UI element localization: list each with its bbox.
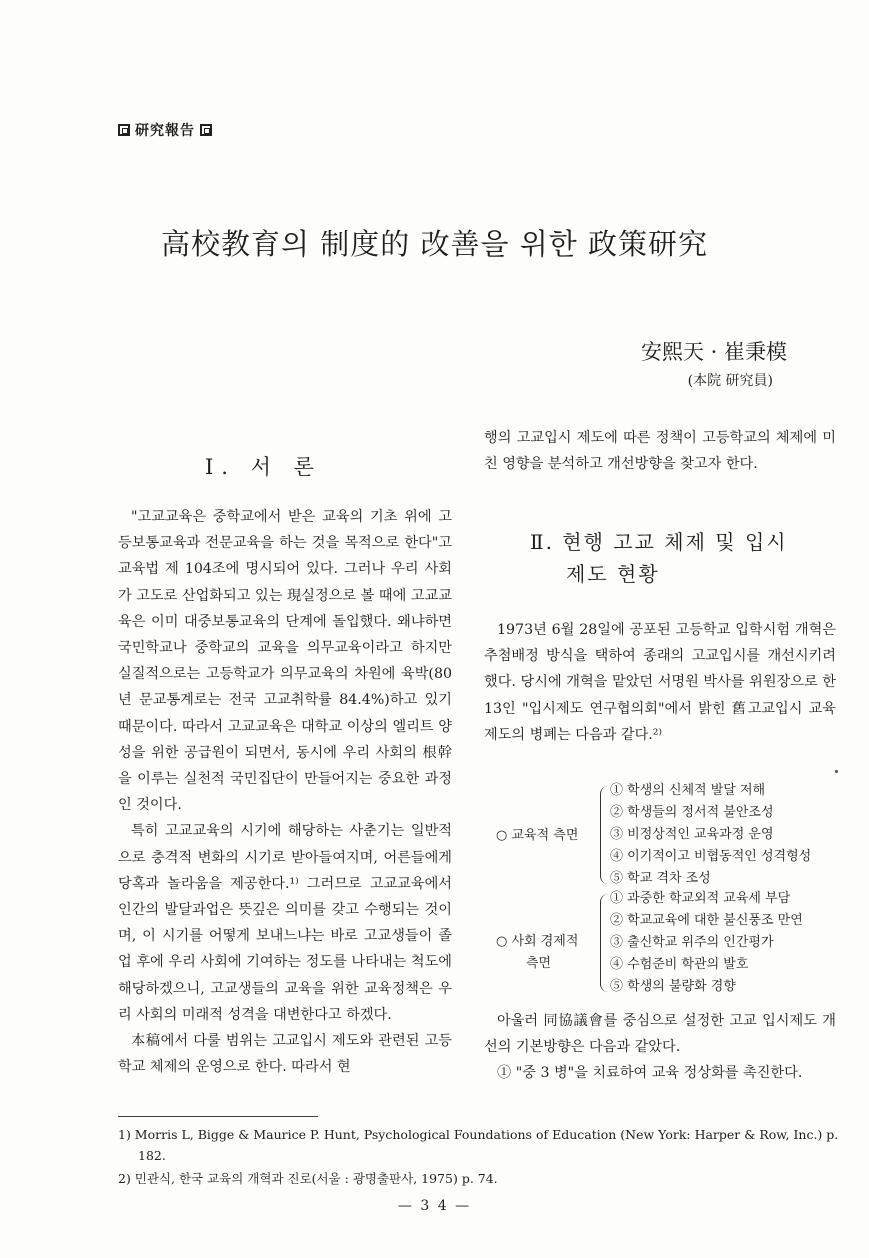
left-column <box>118 504 452 1080</box>
socioeconomic-items <box>610 888 803 998</box>
right-column-bottom <box>484 1008 836 1087</box>
paragraph: 1973년 6월 28일에 공포된 고등학교 입학시험 개혁은 추첨배정 방식을 택하여 종래의 고교입시를 개선시키려 했다. 당시에 개혁을 맡았던 서명원 박사를 위원장으로 한 13인 "입시제도 연구협의회"에서 밝힌 舊고교입시 교육제도의 병폐는 다음과 같다.²⁾ <box>484 622 836 743</box>
paragraph: "고교교육은 중학교에서 받은 교육의 기초 위에 고등보통교육과 전문교육을 하는 것을 목적으로 한다"고교육법 제 104조에 명시되어 있다. 그러나 우리 사회가 고도로 산업화되고 있는 現실정으로 볼 때에 고교교육은 이미 대중보통교육의 단계에 돌입했다. 왜냐하면 국민학교나 중학교의 교육을 의무교육이라고 하지만 실질적으로는 고등학교가 의무교육의 차원에 육박(80년 문교통계로는 전국 고교취학률 84.4%)하고 있기 때문이다. 따라서 고교교육은 대학교 이상의 엘리트 양성을 위한 공급원이 되면서, 동시에 우리 사회의 根幹을 이루는 실천적 국민집단이 만들어지는 중요한 과정인 것이다. <box>118 509 452 814</box>
list-item: ④ 수험준비 학관의 발호 <box>610 957 749 972</box>
kicker-text: 研究報告 <box>135 123 195 139</box>
category-label-socioeconomic-2: 측면 <box>526 956 552 971</box>
list-item: ③ 비정상적인 교육과정 운영 <box>610 827 774 842</box>
square-ornament-icon <box>200 124 212 136</box>
list-item: ⑤ 학생의 불량화 경향 <box>610 979 736 994</box>
square-ornament-icon <box>118 124 130 136</box>
list-item: ② 학교교육에 대한 불신풍조 만연 <box>610 913 803 928</box>
page-number: — 3 4 — <box>397 1198 472 1214</box>
brace <box>600 894 609 992</box>
paragraph: 아울러 同協議會를 중심으로 설정한 고교 입시제도 개선의 기본방향은 다음과 같았다. <box>484 1013 836 1056</box>
category-label-educational: ○ 교육적 측면 <box>496 828 579 843</box>
brace <box>600 786 609 884</box>
paragraph: 특히 고교교육의 시기에 해당하는 사춘기는 일반적으로 충격적 변화의 시기로 받아들여지며, 어른들에게 당혹과 놀라움을 제공한다.¹⁾ 그러므로 고교교육에서 인간의 발달과업은 뜻깊은 의미를 갖고 수행되는 것이며, 이 시기를 어떻게 보내느냐는 바로 고교생들이 졸업 후에 우리 사회에 기여하는 정도를 나타내는 척도에 해당하겠으니, 고교생들의 교육을 위한 교육정책은 우리 사회의 미래적 성격을 대변한다고 하겠다. <box>118 823 452 1023</box>
paragraph: 本稿에서 다룰 범위는 고교입시 제도와 관련된 고등학교 체제의 운영으로 한다. 따라서 현 <box>118 1033 452 1076</box>
section-heading-intro: I. 서 론 <box>205 455 322 479</box>
list-item: ④ 이기적이고 비협동적인 성격형성 <box>610 849 812 864</box>
list-item: ③ 출신학교 위주의 인간평가 <box>610 935 774 950</box>
footnote-2: 2) 민관식, 한국 교육의 개혁과 진로(서울 : 광명출판사, 1975) p. 74. <box>118 1171 498 1186</box>
article-title: 高校教育의 制度的 改善을 위한 政策研究 <box>161 227 708 261</box>
footnote-rule <box>118 1116 318 1117</box>
authors: 安熙天 · 崔秉模 <box>640 340 787 364</box>
speck <box>835 770 838 773</box>
category-label-socioeconomic: ○ 사회 경제적 <box>496 934 579 949</box>
right-column-top <box>484 425 836 477</box>
list-item: ① 학생의 신체적 발달 저해 <box>610 783 766 798</box>
footnote-1: 1) Morris L, Bigge & Maurice P. Hunt, Psychological Foundations of Education (New York: Harper & Row, Inc.) p. 182. <box>118 1127 839 1163</box>
problems-list <box>496 780 856 1002</box>
paragraph: 행의 고교입시 제도에 따른 정책이 고등학교의 체제에 미친 영향을 분석하고 개선방향을 찾고자 한다. <box>484 430 836 473</box>
affiliation: (本院 研究員) <box>687 373 773 389</box>
paragraph: ① "중 3 병"을 치료하여 교육 정상화를 촉진한다. <box>497 1065 803 1082</box>
report-kicker <box>118 120 212 140</box>
section-heading-2-line2: 제도 현황 <box>566 562 660 586</box>
list-item: ⑤ 학교 격차 조성 <box>610 871 711 886</box>
section-heading-2 <box>530 526 788 590</box>
list-item: ② 학생들의 정서적 불안조성 <box>610 805 774 820</box>
list-item: ① 과중한 학교외적 교육세 부담 <box>610 891 791 906</box>
right-column-mid <box>484 617 836 748</box>
educational-items <box>610 780 811 890</box>
section-heading-2-line1: Ⅱ. 현행 고교 체제 및 입시 <box>530 530 788 554</box>
